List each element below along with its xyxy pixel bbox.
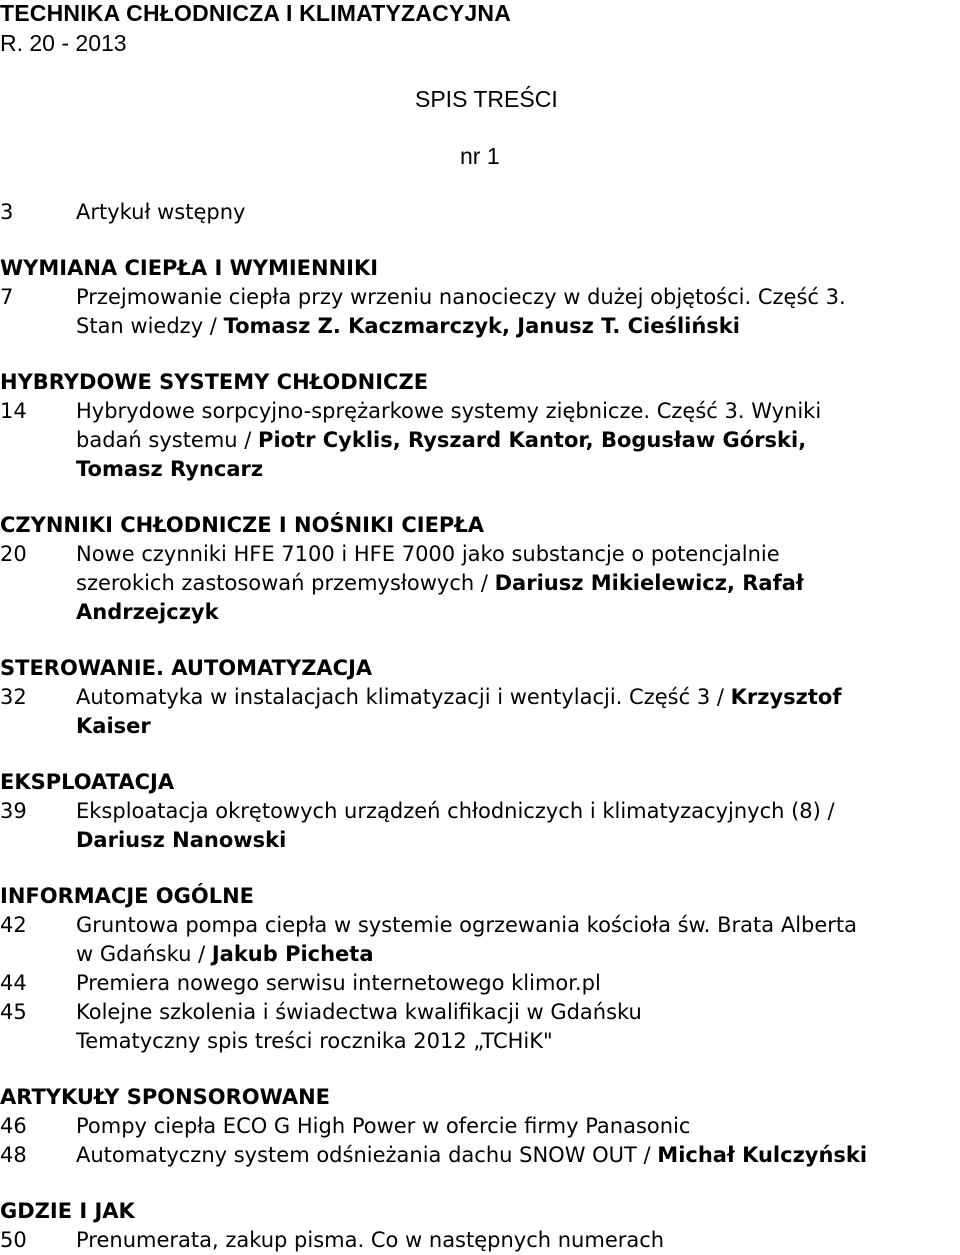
entry-page-number: 42 — [0, 913, 27, 937]
entry-page-number: 32 — [0, 685, 27, 709]
entry-authors: Michał Kulczyński — [657, 1143, 868, 1167]
section-heading: WYMIANA CIEPŁA I WYMIENNIKI — [0, 256, 379, 280]
toc-entry-continuation[interactable] — [0, 569, 960, 598]
entry-page-number: 46 — [0, 1114, 27, 1138]
toc-entry[interactable] — [0, 797, 960, 826]
entry-text — [76, 826, 960, 855]
entry-authors: Tomasz Ryncarz — [76, 457, 264, 481]
toc-entry[interactable] — [0, 911, 960, 940]
entry-text — [76, 940, 960, 969]
entry-authors: Krzysztof — [730, 685, 842, 709]
entry-title: Automatyczny system odśnieżania dachu SNOW OUT / — [76, 1143, 658, 1167]
entry-title: szerokich zastosowań przemysłowych / — [76, 571, 495, 595]
entry-page-number: 45 — [0, 1000, 27, 1024]
toc-entry[interactable] — [0, 283, 960, 312]
journal-year: R. 20 - 2013 — [0, 30, 127, 56]
toc-content — [0, 198, 960, 1255]
toc-entry-continuation[interactable] — [0, 426, 960, 455]
section-heading: STEROWANIE. AUTOMATYZACJA — [0, 656, 373, 680]
toc-entry[interactable] — [0, 998, 960, 1027]
entry-text — [76, 1226, 960, 1255]
entry-text — [76, 540, 960, 569]
toc-entry-continuation[interactable] — [0, 598, 960, 627]
entry-page-number: 44 — [0, 971, 27, 995]
toc-entry-continuation[interactable] — [0, 1027, 960, 1056]
entry-text — [76, 1027, 960, 1056]
toc-entry[interactable] — [0, 1141, 960, 1170]
entry-page-number: 3 — [0, 200, 14, 224]
entry-text — [76, 998, 960, 1027]
entry-title: Prenumerata, zakup pisma. Co w następnych numerach — [76, 1228, 665, 1252]
entry-page-number — [0, 569, 76, 598]
toc-entry[interactable] — [0, 969, 960, 998]
toc-entry[interactable] — [0, 683, 960, 712]
toc-entry-continuation[interactable] — [0, 826, 960, 855]
issue-number: nr 1 — [460, 143, 500, 169]
entry-page-number — [0, 312, 76, 341]
toc-entry-continuation[interactable] — [0, 940, 960, 969]
entry-title: Hybrydowe sorpcyjno-sprężarkowe systemy ziębnicze. Część 3. Wyniki — [76, 399, 822, 423]
entry-text — [76, 455, 960, 484]
entry-title: Przejmowanie ciepła przy wrzeniu nanocieczy w dużej objętości. Część 3. — [76, 285, 846, 309]
entry-title: Gruntowa pompa ciepła w systemie ogrzewania kościoła św. Brata Alberta — [76, 913, 858, 937]
entry-title: Artykuł wstępny — [76, 200, 246, 224]
section-heading: GDZIE I JAK — [0, 1199, 135, 1223]
entry-text — [76, 598, 960, 627]
toc-entry[interactable] — [0, 397, 960, 426]
entry-page-number: 50 — [0, 1228, 27, 1252]
section-heading: CZYNNIKI CHŁODNICZE I NOŚNIKI CIEPŁA — [0, 513, 485, 537]
toc-entry[interactable] — [0, 1112, 960, 1141]
entry-title: badań systemu / — [76, 428, 259, 452]
entry-page-number — [0, 940, 76, 969]
entry-page-number — [0, 712, 76, 741]
entry-text — [76, 911, 960, 940]
entry-text — [76, 712, 960, 741]
entry-page-number — [0, 1027, 76, 1056]
entry-text — [76, 1112, 960, 1141]
entry-title: Kolejne szkolenia i świadectwa kwalifikacji w Gdańsku — [76, 1000, 642, 1024]
entry-page-number — [0, 455, 76, 484]
entry-page-number: 39 — [0, 799, 27, 823]
toc-entry-continuation[interactable] — [0, 712, 960, 741]
entry-text — [76, 312, 960, 341]
entry-text — [76, 797, 960, 826]
entry-text — [76, 569, 960, 598]
entry-page-number — [0, 826, 76, 855]
entry-text — [76, 969, 960, 998]
entry-authors: Andrzejczyk — [76, 600, 219, 624]
toc-entry[interactable] — [0, 1226, 960, 1255]
entry-title: Automatyka w instalacjach klimatyzacji i wentylacji. Część 3 / — [76, 685, 731, 709]
section-heading: EKSPLOATACJA — [0, 770, 175, 794]
toc-entry-continuation[interactable] — [0, 312, 960, 341]
entry-title: Pompy ciepła ECO G High Power w ofercie firmy Panasonic — [76, 1114, 691, 1138]
entry-page-number: 14 — [0, 399, 27, 423]
intro-entry[interactable] — [0, 198, 960, 227]
entry-authors: Jakub Picheta — [211, 942, 374, 966]
entry-authors: Dariusz Nanowski — [76, 828, 287, 852]
entry-authors: Tomasz Z. Kaczmarczyk, Janusz T. Cieśliński — [223, 314, 740, 338]
entry-page-number — [0, 426, 76, 455]
toc-title: SPIS TREŚCI — [415, 86, 558, 112]
entry-text — [76, 683, 960, 712]
entry-title: Nowe czynniki HFE 7100 i HFE 7000 jako substancje o potencjalnie — [76, 542, 780, 566]
entry-title: Stan wiedzy / — [76, 314, 224, 338]
section-heading: ARTYKUŁY SPONSOROWANE — [0, 1085, 331, 1109]
entry-page-number: 48 — [0, 1143, 27, 1167]
entry-text — [76, 283, 960, 312]
entry-authors: Piotr Cyklis, Ryszard Kantor, Bogusław Górski, — [258, 428, 807, 452]
section-heading: INFORMACJE OGÓLNE — [0, 884, 255, 908]
toc-entry-continuation[interactable] — [0, 455, 960, 484]
entry-title: Eksploatacja okrętowych urządzeń chłodniczych i klimatyzacyjnych (8) / — [76, 799, 835, 823]
entry-title: w Gdańsku / — [76, 942, 212, 966]
entry-page-number — [0, 598, 76, 627]
entry-page-number: 20 — [0, 542, 27, 566]
section-heading: HYBRYDOWE SYSTEMY CHŁODNICZE — [0, 370, 429, 394]
entry-authors: Dariusz Mikielewicz, Rafał — [494, 571, 804, 595]
entry-page-number: 7 — [0, 285, 14, 309]
entry-text — [76, 397, 960, 426]
entry-text — [76, 426, 960, 455]
entry-authors: Kaiser — [76, 714, 151, 738]
toc-entry[interactable] — [0, 540, 960, 569]
entry-title: Premiera nowego serwisu internetowego klimor.pl — [76, 971, 601, 995]
entry-title: Tematyczny spis treści rocznika 2012 „TCHiK" — [76, 1029, 553, 1053]
journal-title: TECHNIKA CHŁODNICZA I KLIMATYZACYJNA — [0, 0, 512, 26]
entry-text — [76, 1141, 960, 1170]
